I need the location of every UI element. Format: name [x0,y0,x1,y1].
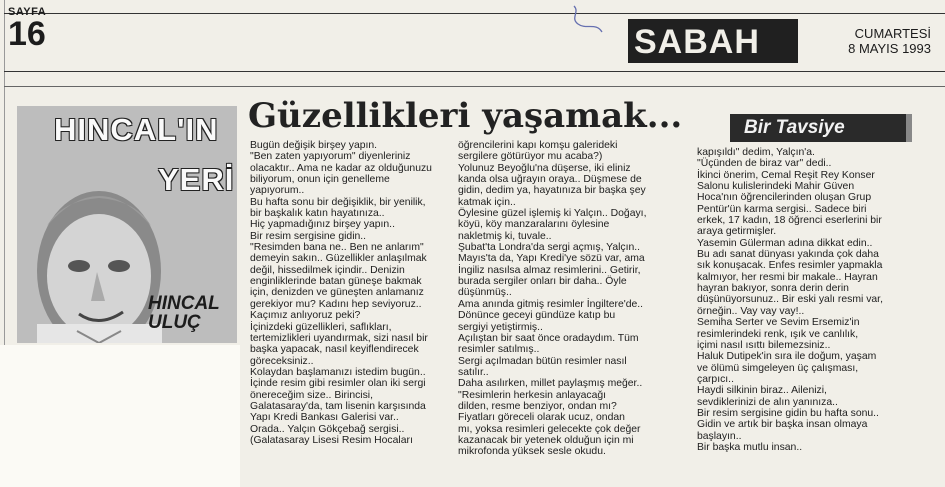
article-text-line: Açılıştan bir saat önce oradaydım. Tüm [458,332,639,344]
article-column-2 [458,140,686,470]
author-name [148,294,220,332]
section-rule [4,86,945,87]
article-text-line: Kolaydan başlamanızı istedim bugün.. [250,366,426,378]
newspaper-masthead [622,19,798,63]
article-text-line: katmak için.. [458,196,516,208]
article-text-line: erkek, 17 kadın, 18 öğrenci eserlerini bir [697,215,882,227]
article-text-line: İçinde resim gibi resimler olan iki sergi [250,378,426,390]
article-text-line: Semiha Serter ve Sevim Ersemiz'in [697,317,860,329]
issue-date-text: 8 MAYIS 1993 [848,41,931,56]
article-text-line: göreceksiniz.. [250,355,314,367]
article-text-line: Mayıs'ta da, Yapı Kredi'ye sözü var, ama [458,253,645,265]
article-text-line: biliyorum, onun için genelleme [250,174,390,186]
article-text-line: gerekiyor mu? Kadını hep seviyoruz.. [250,298,422,310]
article-text-line: Yapı Kredi Bankası Galerisi var.. [250,412,399,424]
article-text-line: gidin, dedim ya, hayatınıza bir başka şey [458,185,646,197]
article-text-line: önereceğim size.. Birincisi, [250,389,373,401]
article-text-line: Bir başka mutlu insan.. [697,441,803,453]
issue-day: CUMARTESİ [854,26,931,41]
article-text-line: Haydi silkinin biraz.. Ailenizi, [697,385,827,397]
article-text-line: dilden, resme benziyor, ondan mı? [458,400,617,412]
article-text-line: İkinci önerim, Cemal Reşit Rey Konser [697,169,875,181]
article-text-line: düşünmüş.. [458,287,512,299]
article-text-line: değil, hissedilmek içindir.. Denizin [250,264,405,276]
article-text-line: (Galatasaray Lisesi Resim Hocaları [250,434,413,446]
author-last-name: ULUÇ [148,312,201,333]
sidebar-label [730,114,912,142]
article-text-line: Haluk Dutipek'in sıra ile doğum, yaşam [697,351,877,363]
article-column-3 [697,147,917,472]
sayfa-label: SAYFA [8,6,47,18]
article-text-line: Hoca'nın öğrencilerinden oluşan Grup [697,192,872,204]
article-text-line: resimler satılmış.. [458,344,540,356]
article-text-line: olacaktır.. Ama ne kadar az olduğunuzu [250,162,432,174]
column-title-line1: HINCAL'IN [54,112,219,147]
sidebar-label-text: Bir Tavsiye [744,117,845,138]
blank-area [0,345,240,487]
article-text-line: Hiç yapmadığınız birşey yapın.. [250,219,395,231]
article-text-line: örneğin.. Vay vay vay!.. [697,305,805,317]
article-text-line: başlayın.. [697,430,742,442]
article-text-line: "Resimden bana ne.. Ben ne anlarım" [250,242,424,254]
article-text-line: Daha asılırken, millet paylaşmış meğer.. [458,378,643,390]
article-text-line: Sergi açılmadan bütün resimler nasıl [458,355,627,367]
page-number: 16 [8,15,46,53]
article-text-line: enginliklerinde batan güneşe bakmak [250,276,422,288]
article-text-line: Şubat'ta Londra'da sergi açmış, Yalçın.. [458,242,641,254]
article-text-line: "Ben zaten yapıyorum" diyenleriniz [250,151,411,163]
article-text-line: Yolunuz Beyoğlu'na düşerse, iki eliniz [458,162,631,174]
article-column-1 [250,140,448,465]
article-text-line: mikrofonda yüksek sesle okudu. [458,446,606,458]
article-text-line: "Resimlerin herkesin anlayacağı [458,389,607,401]
header-bottom-rule [4,71,945,72]
article-text-line: Orada.. Yalçın Gökçebağ sergisi.. [250,423,405,435]
article-text-line: çarpıcı.. [697,373,734,385]
article-text-line: Bir resim sergisine gidin.. [250,230,367,242]
article-text-line: Gidin ve artık bir başka insan olmaya [697,419,868,431]
article-text-line: Dönünce geceyi gündüze katıp bu [458,310,616,322]
article-text-line: "Üçünden de biraz var" dedi.. [697,158,832,170]
article-text-line: köyü, köy manzaralarını öylesine [458,219,610,231]
article-text-line: Pentür'ün karma sergisi.. Sadece biri [697,203,867,215]
article-headline: Güzellikleri yaşamak... [248,96,683,136]
article-text-line: kapışıldı" dedim, Yalçın'a. [697,147,815,158]
article-text-line: satılır.. [458,366,489,378]
article-text-line: hayran bakıyor, sonra derin derin [697,283,849,295]
article-text-line: Yasemin Gülerman adına dikkat edin.. [697,237,873,249]
article-text-line: yapıyorum.. [250,185,305,197]
article-text-line: demeyin sakın.. Güzellikler anlaşılmak [250,253,427,265]
article-text-line: Salonu kulislerindeki Mahir Güven [697,181,855,193]
article-text-line: sevdiklerinizi de alın yanınıza.. [697,396,838,408]
article-text-line: sergilere götürüyor mu acaba?) [458,151,603,163]
masthead-title: SABAH [634,23,760,61]
article-text-line: başka yapacak, nasıl keyiflendirecek [250,344,419,356]
article-text-line: için, denizden ve güneşten anlamanız [250,287,424,299]
article-text-line: resimlerindeki renk, ışık ve canlılık, [697,328,859,340]
article-text-line: kalmıyor, her resmi bir makale.. Hayran [697,271,878,283]
article-text-line: Kaçımız anlıyoruz peki? [250,310,361,322]
pen-scribble-mark [566,2,606,42]
article-text-line: nakletmiş ki, tuvale.. [458,230,552,242]
article-text-line: sık konuşacak. Enfes resimler yapmakla [697,260,883,272]
page-number-block [8,6,47,53]
article-text-line: kanda olsa uğrayın oraya.. Düşmese de [458,174,642,186]
article-text-line: tertemizlikleri uyandırmak, sizi nasıl bir [250,332,428,344]
article-text-line: Ama anında gitmiş resimler İngiltere'de.. [458,298,644,310]
article-text-line: İngiliz nasılsa almaz resimlerini.. Getirir, [458,264,641,276]
article-text-line: araya getirmişler. [697,226,777,238]
article-text-line: Bir resim sergisine gidin bu hafta sonu.. [697,407,879,419]
article-text-line: mı, yoksa resimleri gelecekte çok değer [458,423,641,435]
article-text-line: Öylesine güzel işlemiş ki Yalçın.. Doğayı, [458,208,647,220]
article-text-line: bir başkalık katın hayatınıza.. [250,208,385,220]
article-text-line: düşünüyorsunuz.. Bir eski yalı resmi var, [697,294,883,306]
article-text-line: Bu adı sanat dünyası yakında çok daha [697,249,879,261]
article-text-line: sergiyi yetiştirmiş.. [458,321,543,333]
article-text-line: ve ölümü simgeleyen üç çalışması, [697,362,859,374]
issue-date [841,26,931,56]
article-text-line: burada sergiler onları bir daha.. Öyle [458,276,627,288]
header-top-rule [4,13,945,14]
article-text-line: kazanacak bir yetenek olduğun için mi [458,434,634,446]
article-text-line: Bugün değişik birşey yapın. [250,140,378,151]
article-text-line: içimi nasıl ısıttı bilemezsiniz.. [697,339,831,351]
article-text-line: Galatasaray'da, tam lisenin karşısında [250,400,426,412]
article-text-line: Fiyatları göreceli olarak ucuz, ondan [458,412,625,424]
author-first-name: HINCAL [148,293,220,314]
column-title-line2: YERİ [158,162,235,197]
article-text-line: İçinizdeki güzellikleri, saflıkları, [250,321,392,333]
article-text-line: Bu hafta sonu bir değişiklik, bir yenilik, [250,196,426,208]
article-text-line: öğrencilerini kapı komşu galerideki [458,140,618,151]
